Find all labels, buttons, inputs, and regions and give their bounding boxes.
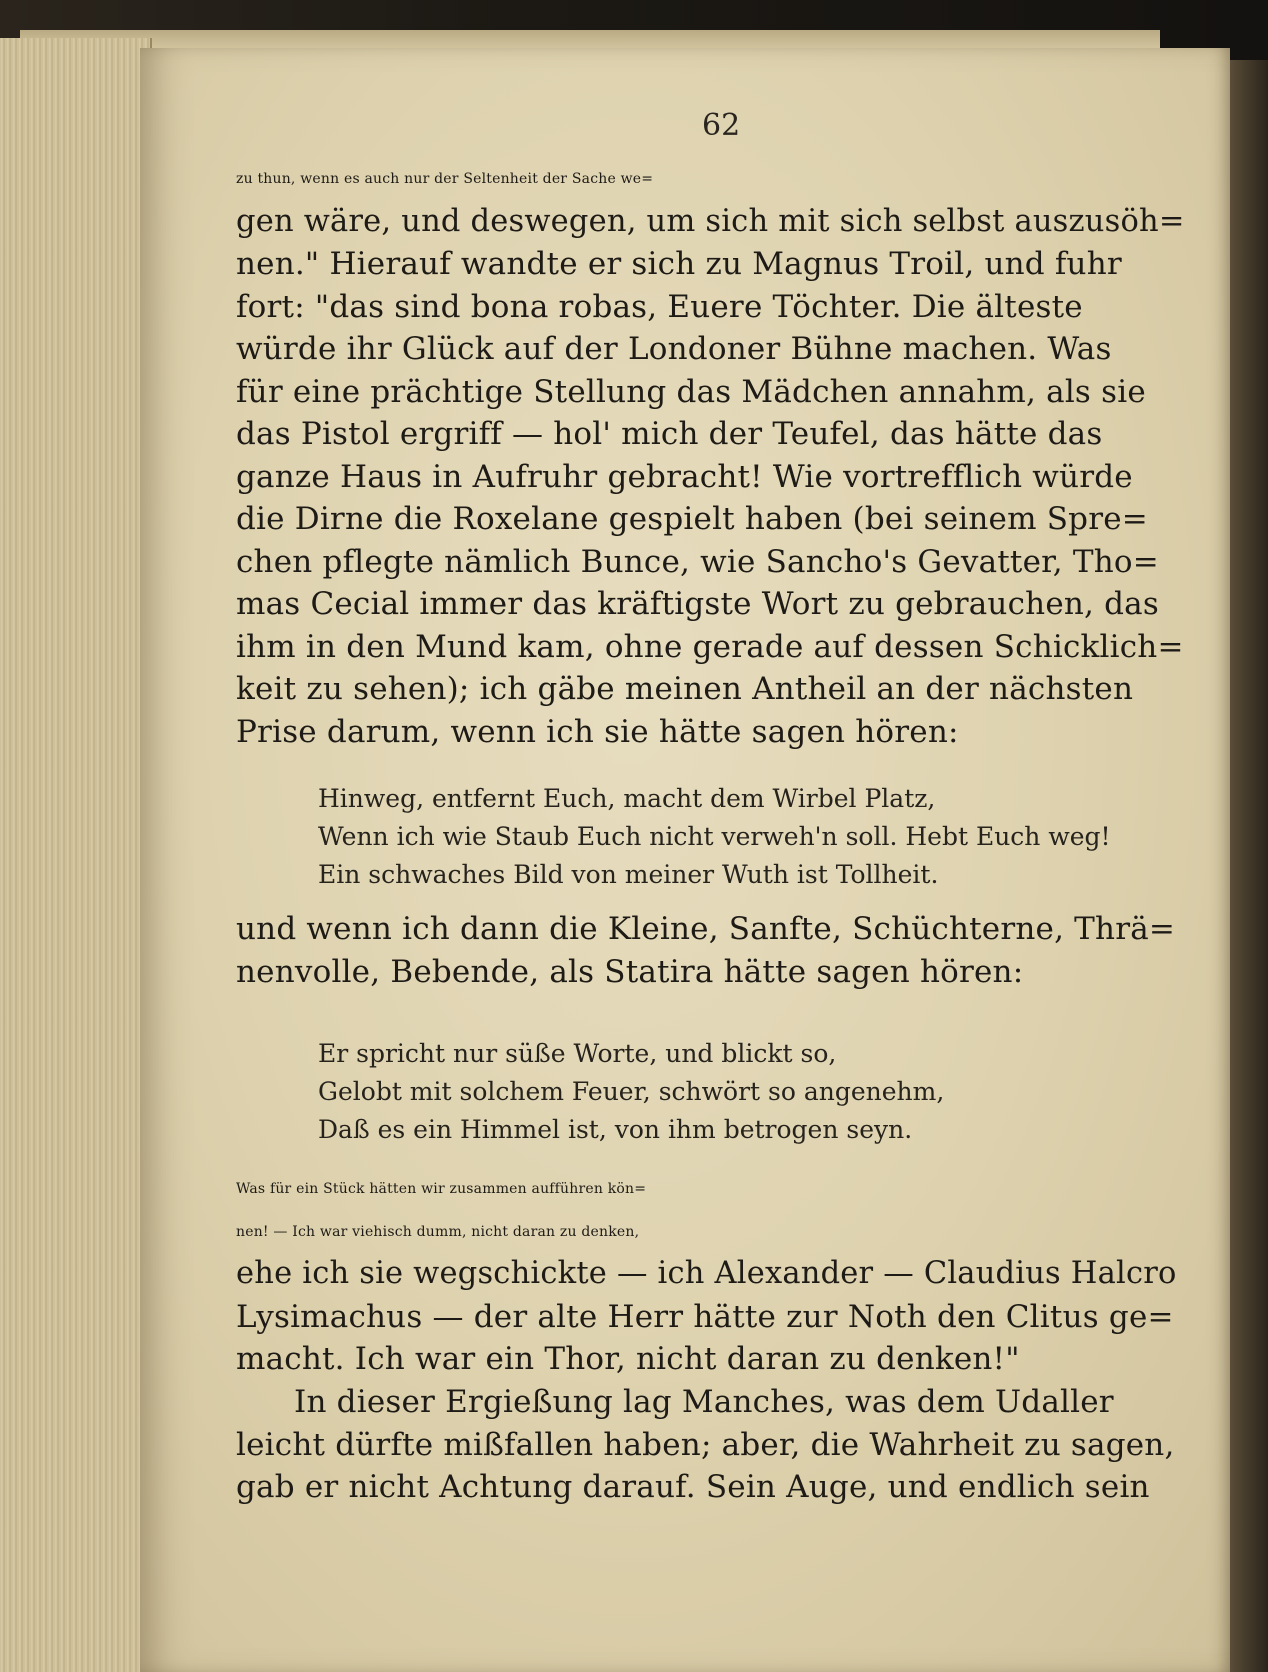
text-line: für eine prächtige Stellung das Mädchen annahm, als sie xyxy=(236,373,1146,410)
verse-quote-1 xyxy=(318,780,1111,894)
paragraph-4 xyxy=(236,1381,1175,1509)
book-right-edge-shadow xyxy=(1230,60,1268,1672)
page-number: 62 xyxy=(702,108,741,143)
text-line: nenvolle, Bebende, als Statira hätte sagen hören: xyxy=(236,953,1024,990)
verse-line: Ein schwaches Bild von meiner Wuth ist Tollheit. xyxy=(318,860,939,889)
text-line: keit zu sehen); ich gäbe meinen Antheil an der nächsten xyxy=(236,671,1134,707)
text-line: die Dirne die Roxelane gespielt haben (bei seinem Spre= xyxy=(236,501,1148,537)
text-line: Prise darum, wenn ich sie hätte sagen hören: xyxy=(236,713,959,750)
text-line: würde ihr Glück auf der Londoner Bühne machen. Was xyxy=(236,331,1112,367)
text-line: zu thun, wenn es auch nur der Seltenheit der Sache we= xyxy=(236,171,654,187)
text-line: ehe ich sie wegschickte — ich Alexander — Claudius Halcro xyxy=(236,1256,1177,1291)
text-line: In dieser Ergießung lag Manches, was dem Udaller xyxy=(294,1384,1114,1420)
text-line: Was für ein Stück hätten wir zusammen aufführen kön= xyxy=(236,1181,647,1197)
page-stack-left-edge xyxy=(0,38,152,1672)
verse-line: Daß es ein Himmel ist, von ihm betrogen seyn. xyxy=(318,1115,913,1144)
text-line: gab er nicht Achtung darauf. Sein Auge, und endlich sein xyxy=(236,1469,1150,1505)
paragraph-3 xyxy=(236,1168,1177,1381)
verse-line: Hinweg, entfernt Euch, macht dem Wirbel Platz, xyxy=(318,784,936,813)
text-line: macht. Ich war ein Thor, nicht daran zu denken!" xyxy=(236,1341,1020,1377)
verse-line: Er spricht nur süße Worte, und blickt so, xyxy=(318,1039,837,1068)
text-line: und wenn ich dann die Kleine, Sanfte, Schüchterne, Thrä= xyxy=(236,911,1176,947)
text-line: ganze Haus in Aufruhr gebracht! Wie vortrefflich würde xyxy=(236,458,1133,495)
text-line: gen wäre, und deswegen, um sich mit sich selbst auszusöh= xyxy=(236,203,1185,239)
verse-quote-2 xyxy=(318,1035,944,1149)
text-line: chen pflegte nämlich Bunce, wie Sancho's Gevatter, Tho= xyxy=(236,543,1159,580)
text-line: nen." Hierauf wandte er sich zu Magnus Troil, und fuhr xyxy=(236,246,1122,282)
verse-line: Gelobt mit solchem Feuer, schwört so angenehm, xyxy=(318,1077,945,1106)
text-line: ihm in den Mund kam, ohne gerade auf dessen Schicklich= xyxy=(236,628,1184,665)
verse-line: Wenn ich wie Staub Euch nicht verweh'n soll. Hebt Euch weg! xyxy=(318,822,1111,851)
paragraph-1 xyxy=(236,158,1185,753)
paragraph-2 xyxy=(236,908,1175,993)
text-line: fort: "das sind bona robas, Euere Töchter. Die älteste xyxy=(236,288,1083,325)
text-line: mas Cecial immer das kräftigste Wort zu gebrauchen, das xyxy=(236,586,1159,622)
text-line: nen! — Ich war viehisch dumm, nicht daran zu denken, xyxy=(236,1223,640,1240)
text-line: das Pistol ergriff — hol' mich der Teufel, das hätte das xyxy=(236,416,1103,452)
text-line: Lysimachus — der alte Herr hätte zur Noth den Clitus ge= xyxy=(236,1298,1174,1335)
text-line: leicht dürfte mißfallen haben; aber, die Wahrheit zu sagen, xyxy=(236,1426,1175,1463)
